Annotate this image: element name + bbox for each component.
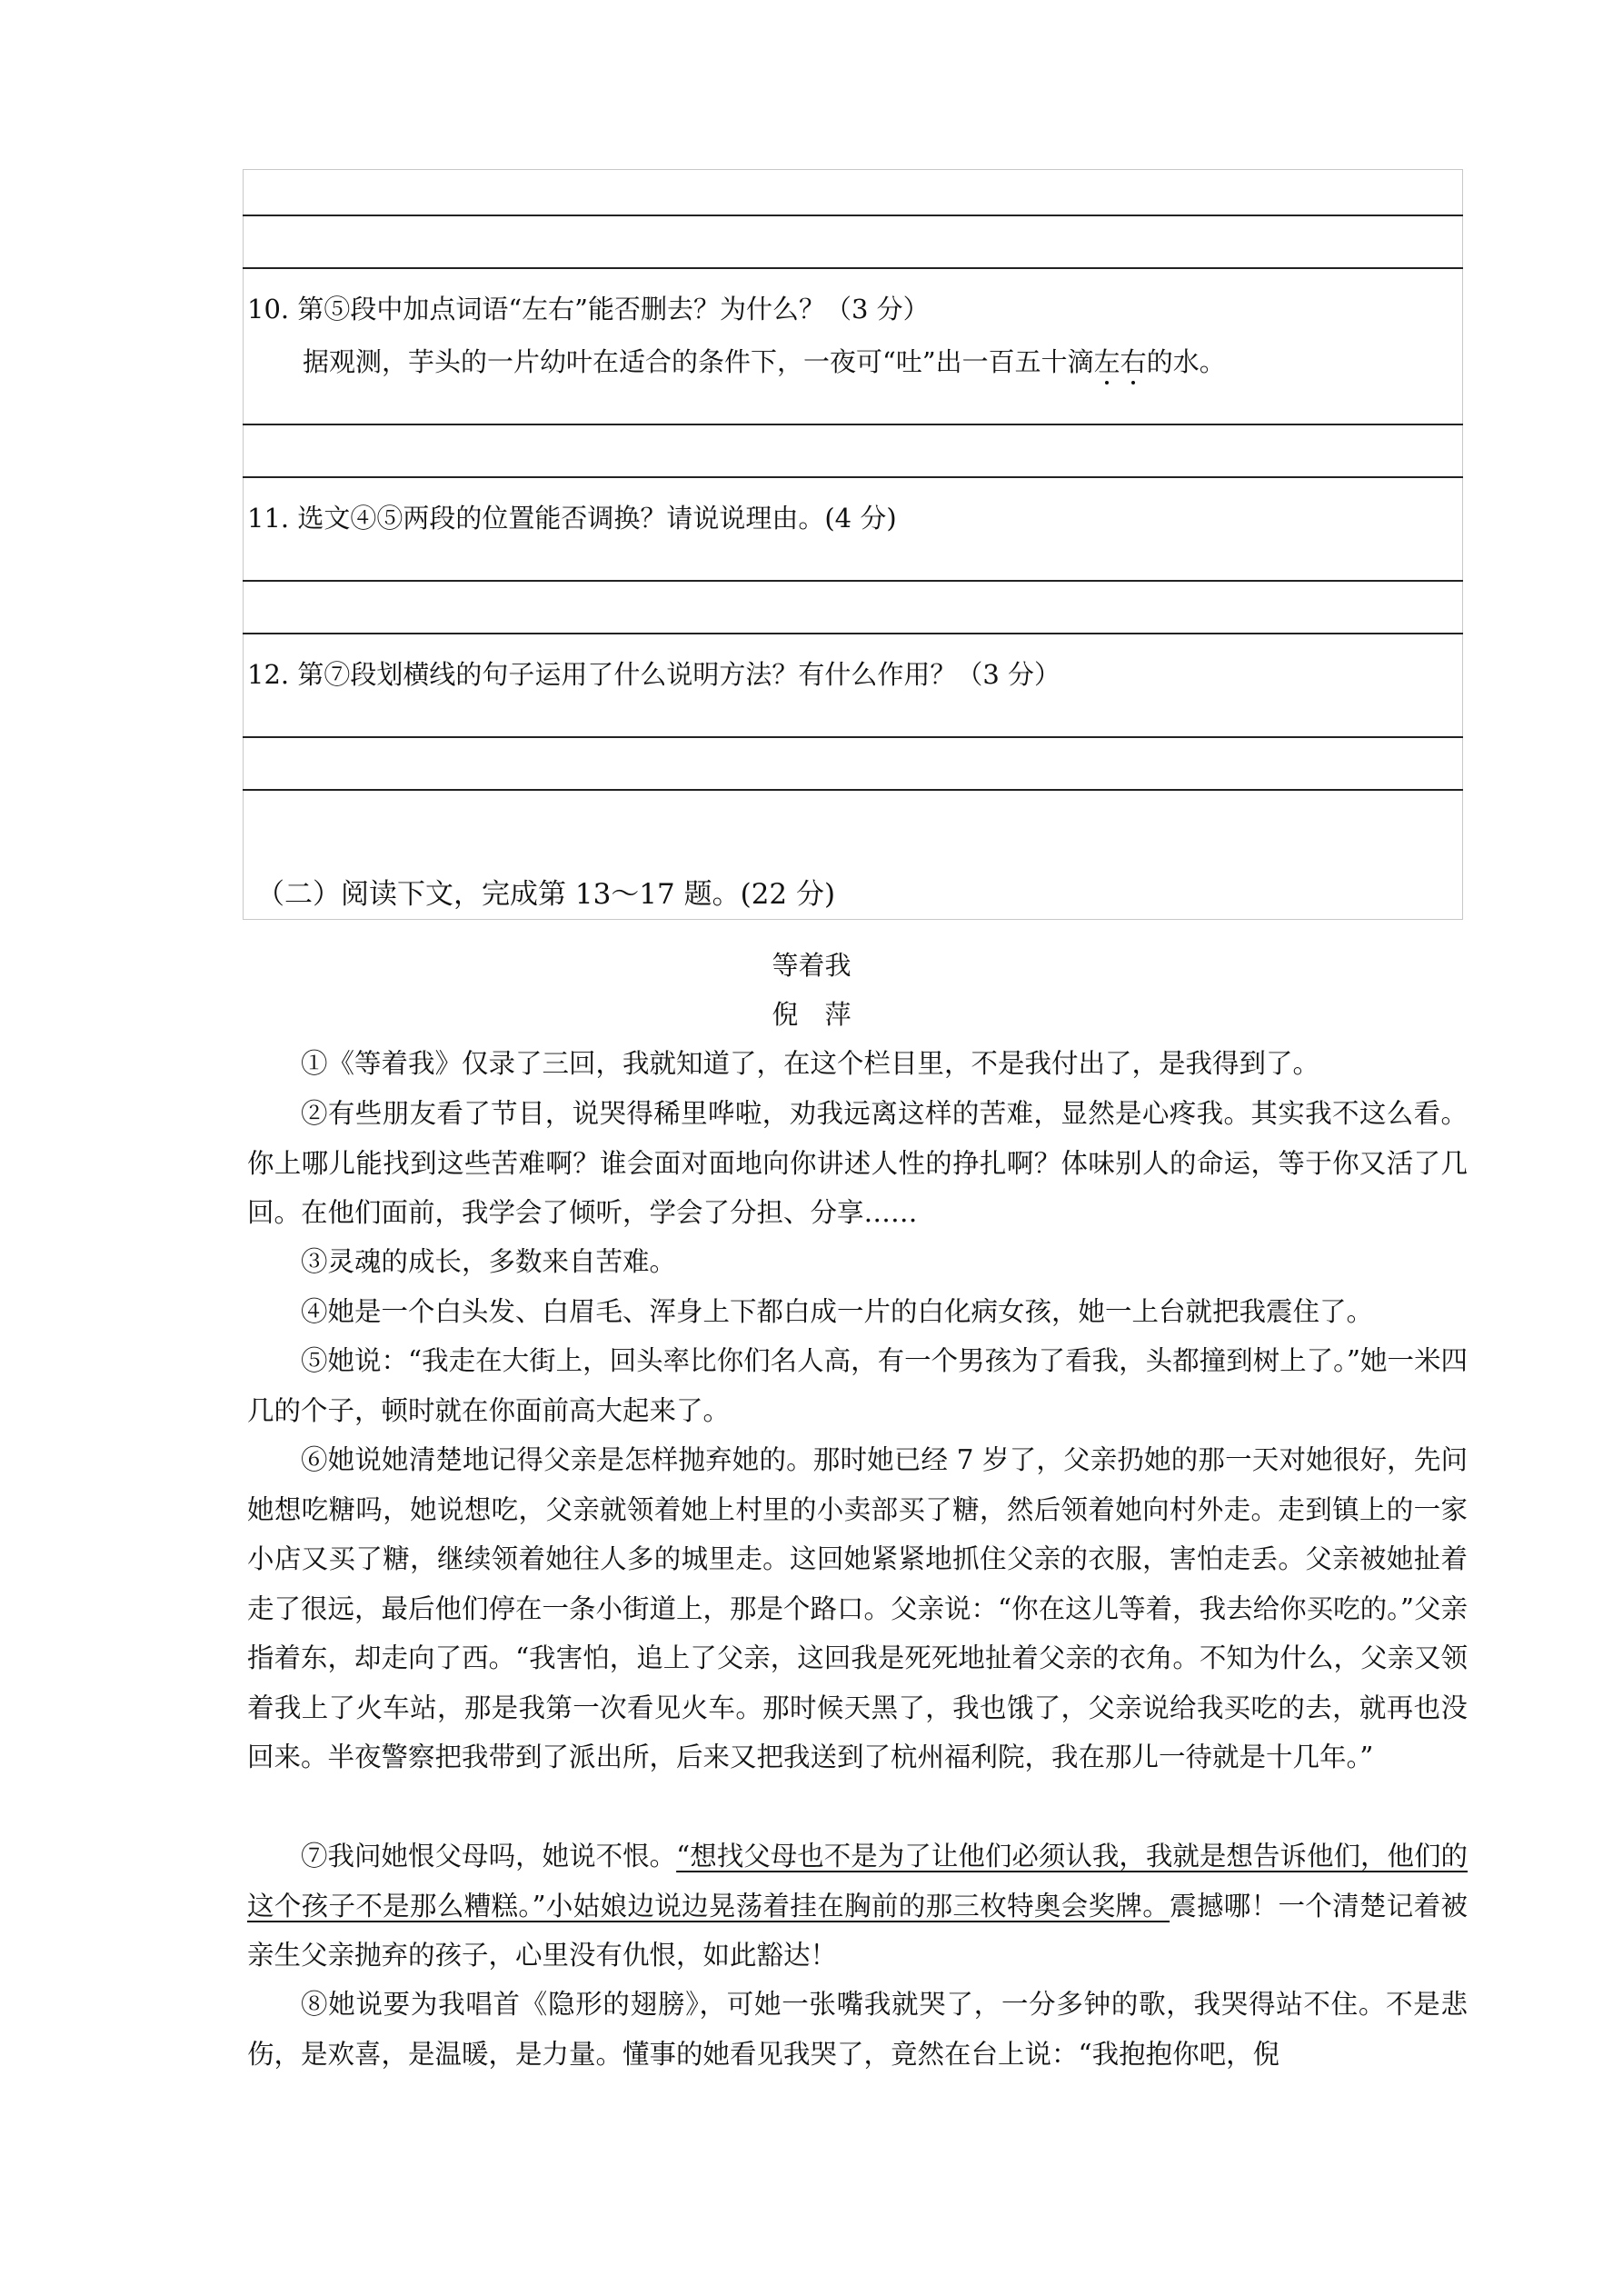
- question-12: 12. 第⑦段划横线的句子运用了什么说明方法？有什么作用？（3 分）: [247, 659, 1061, 690]
- question-10: 10. 第⑤段中加点词语“左右”能否删去？为什么？（3 分）: [247, 294, 930, 324]
- question-10-quote: 据观测，芋头的一片幼叶在适合的条件下，一夜可“吐”出一百五十滴左右的水。: [303, 346, 1226, 377]
- answer-line: [243, 580, 1463, 582]
- answer-line: [243, 215, 1463, 216]
- paragraph-3: ③灵魂的成长，多数来自苦难。: [301, 1246, 677, 1277]
- underlined-sentence: “想找父母也不是为了让他们必须认我，我就是想告诉他们，他们的这个孩子不是那么糟糕。”小姑娘边说边晃荡着挂在胸前的那三枚特奥会奖牌。: [247, 1841, 1468, 1922]
- article-author: 倪 萍: [772, 999, 851, 1030]
- paragraph-7: ⑦我问她恨父母吗，她说不恨。“想找父母也不是为了让他们必须认我，我就是想告诉他们，他们的这个孩子不是那么糟糕。”小姑娘边说边晃荡着挂在胸前的那三枚特奥会奖牌。震撼哪！一个清楚记着被亲生父亲抛弃的孩子，心里没有仇恨，如此豁达！: [247, 1841, 1468, 1971]
- emphasis-dot-char: 左: [1093, 346, 1120, 377]
- paragraph-4: ④她是一个白头发、白眉毛、浑身上下都白成一片的白化病女孩，她一上台就把我震住了。: [301, 1296, 1374, 1327]
- answer-line: [243, 633, 1463, 634]
- paragraph-8: ⑧她说要为我唱首《隐形的翅膀》，可她一张嘴我就哭了，一分多钟的歌，我哭得站不住。不是悲伤，是欢喜，是温暖，是力量。懂事的她看见我哭了，竟然在台上说：“我抱抱你吧，倪: [247, 1989, 1468, 2070]
- paragraph-5: ⑤她说：“我走在大街上，回头率比你们名人高，有一个男孩为了看我，头都撞到树上了。”她一米四几的个子，顿时就在你面前高大起来了。: [247, 1345, 1468, 1426]
- question-11: 11. 选文④⑤两段的位置能否调换？请说说理由。(4 分): [247, 503, 897, 534]
- answer-line: [243, 424, 1463, 425]
- paragraph-6: ⑥她说她清楚地记得父亲是怎样抛弃她的。那时她已经 7 岁了，父亲扔她的那一天对她很好，先问她想吃糖吗，她说想吃，父亲就领着她上村里的小卖部买了糖，然后领着她向村外走。走到镇上的一家小店又买了糖，继续领着她往人多的城里走。这回她紧紧地抓住父亲的衣服，害怕走丢。父亲被她扯着走了很远，最后他们停在一条小街道上，那是个路口。父亲说：“你在这儿等着，我去给你买吃的。”父亲指着东，却走向了西。“我害怕，追上了父亲，这回我是死死地扯着父亲的衣角。不知为什么，父亲又领着我上了火车站，那是我第一次看见火车。那时候天黑了，我也饿了，父亲说给我买吃的去，就再也没回来。半夜警察把我带到了派出所，后来又把我送到了杭州福利院，我在那儿一待就是十几年。”: [247, 1444, 1468, 1772]
- paragraph-1: ①《等着我》仅录了三回，我就知道了，在这个栏目里，不是我付出了，是我得到了。: [301, 1048, 1320, 1079]
- answer-line: [243, 476, 1463, 478]
- answer-line: [243, 736, 1463, 738]
- article-title: 等着我: [772, 950, 851, 981]
- answer-box: [243, 169, 1463, 920]
- section-heading: （二）阅读下文，完成第 13～17 题。(22 分): [256, 878, 836, 911]
- answer-line: [243, 789, 1463, 791]
- emphasis-dot-char: 右: [1120, 346, 1147, 377]
- answer-line: [243, 267, 1463, 269]
- paragraph-2: ②有些朋友看了节目，说哭得稀里哗啦，劝我远离这样的苦难，显然是心疼我。其实我不这么看。你上哪儿能找到这些苦难啊？谁会面对面地向你讲述人性的挣扎啊？体味别人的命运，等于你又活了几回。在他们面前，我学会了倾听，学会了分担、分享……: [247, 1098, 1468, 1228]
